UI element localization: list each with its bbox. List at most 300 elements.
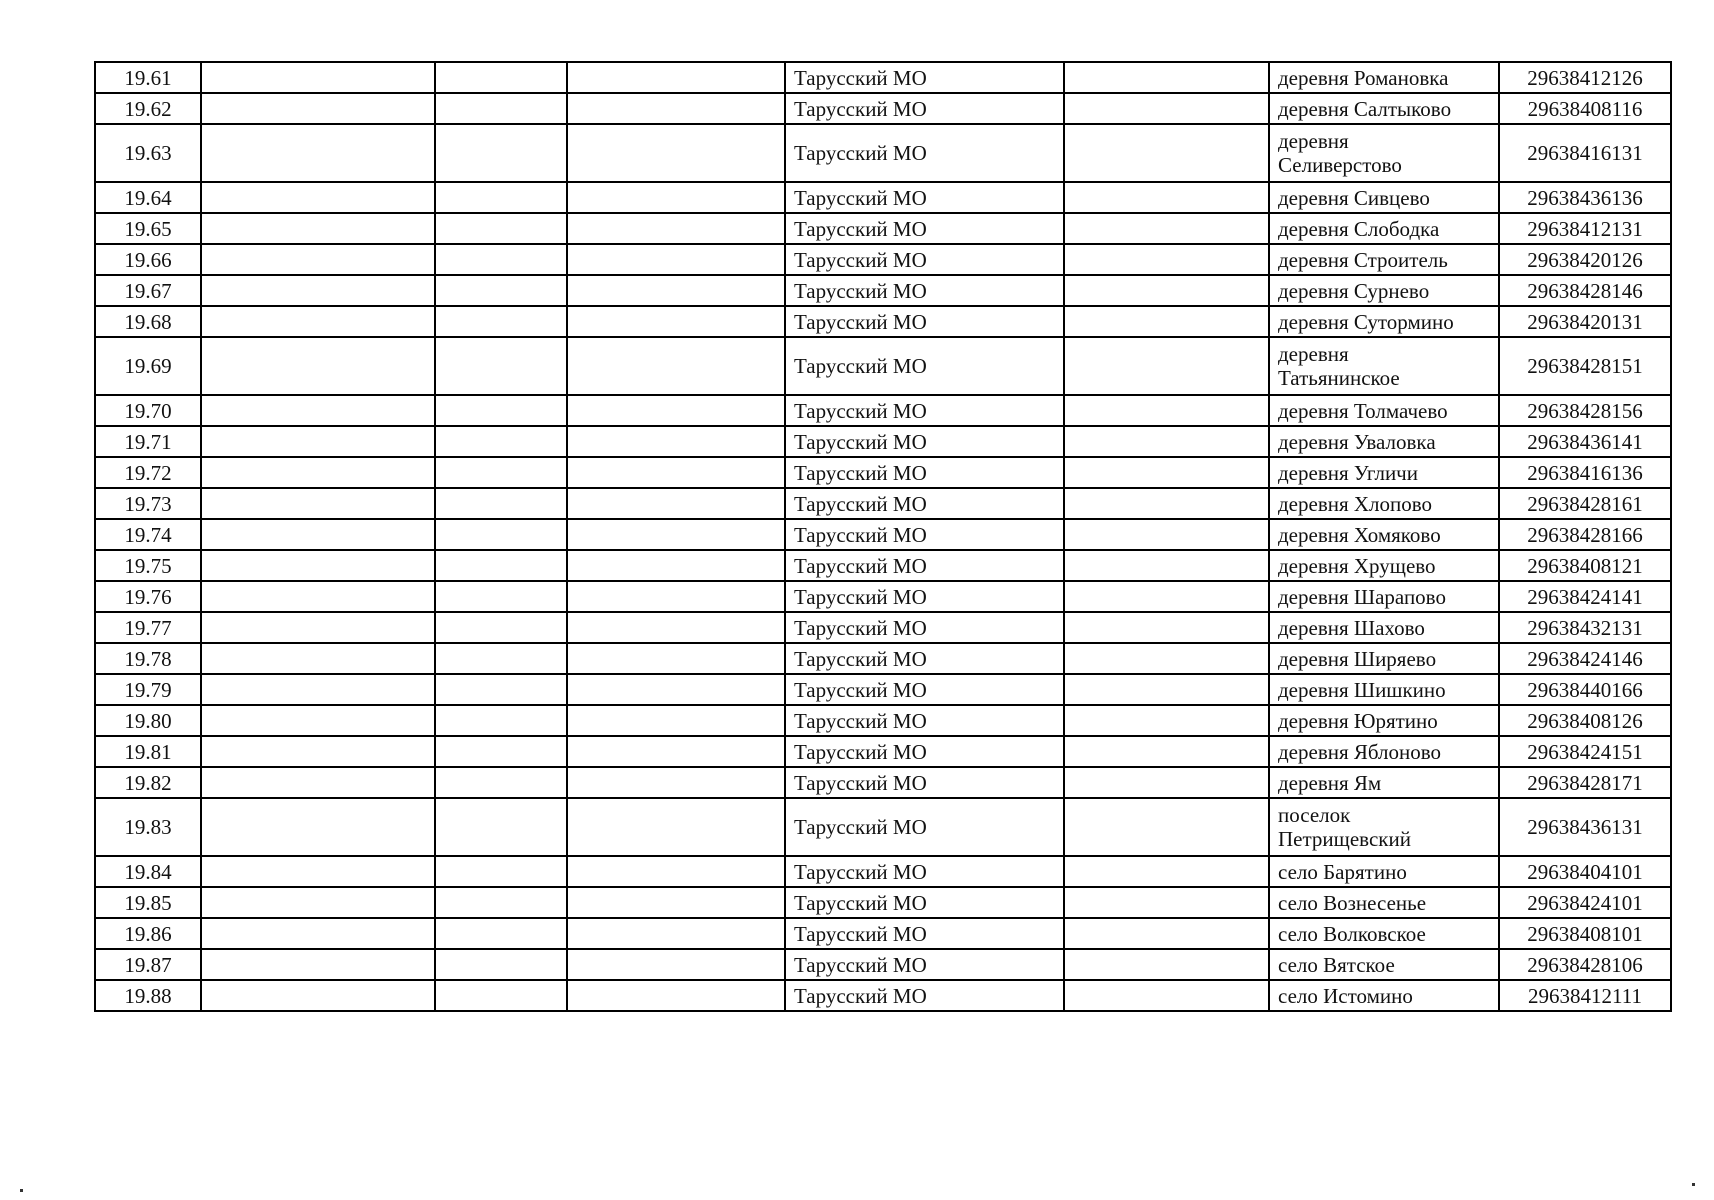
empty-cell [201,798,435,856]
oktmo-code-cell-text: 29638428106 [1527,952,1643,977]
empty-cell [567,612,785,643]
oktmo-code-cell-text: 29638428166 [1527,522,1643,547]
empty-cell [567,182,785,213]
oktmo-code-cell [1499,918,1671,949]
row-number-cell [95,395,201,426]
table-row [95,93,1671,124]
oktmo-code-cell-text: 29638412131 [1527,216,1643,241]
municipality-cell [785,980,1064,1011]
empty-cell [201,949,435,980]
row-number-cell [95,980,201,1011]
row-number-cell [95,93,201,124]
row-number-cell-text: 19.68 [124,309,172,334]
empty-cell [1064,767,1269,798]
empty-cell [1064,705,1269,736]
empty-cell [1064,306,1269,337]
empty-cell [435,519,567,550]
empty-cell [435,980,567,1011]
settlement-cell-text: село Вятское [1278,952,1395,977]
row-number-cell-text: 19.81 [124,739,172,764]
empty-cell [201,93,435,124]
empty-cell [435,457,567,488]
oktmo-code-cell [1499,182,1671,213]
row-number-cell-text: 19.73 [124,491,172,516]
empty-cell [435,887,567,918]
row-number-cell-text: 19.77 [124,615,172,640]
empty-cell [201,306,435,337]
settlement-cell [1269,856,1499,887]
municipality-cell [785,395,1064,426]
row-number-cell [95,767,201,798]
empty-cell [435,767,567,798]
empty-cell [567,767,785,798]
empty-cell [435,93,567,124]
scan-speck-left [20,1189,23,1192]
empty-cell [567,887,785,918]
table-row [95,488,1671,519]
settlement-cell-text: деревня Татьянинское [1278,342,1400,390]
empty-cell [201,918,435,949]
settlement-cell-text: деревня Яблоново [1278,739,1442,764]
empty-cell [1064,488,1269,519]
oktmo-code-cell [1499,705,1671,736]
oktmo-code-cell-text: 29638428171 [1527,770,1643,795]
empty-cell [435,213,567,244]
oktmo-code-cell-text: 29638428156 [1527,398,1643,423]
empty-cell [1064,426,1269,457]
empty-cell [567,275,785,306]
empty-cell [201,767,435,798]
municipality-cell-text: Тарусский МО [794,354,927,378]
table-row [95,612,1671,643]
oktmo-code-cell-text: 29638424151 [1527,739,1643,764]
empty-cell [1064,887,1269,918]
empty-cell [201,182,435,213]
oktmo-code-cell [1499,306,1671,337]
oktmo-code-cell-text: 29638424101 [1527,890,1643,915]
empty-cell [201,736,435,767]
municipality-cell [785,457,1064,488]
municipality-cell [785,306,1064,337]
oktmo-code-cell [1499,674,1671,705]
empty-cell [201,705,435,736]
empty-cell [201,337,435,395]
settlement-cell-text: деревня Строитель [1278,247,1448,272]
empty-cell [201,457,435,488]
row-number-cell [95,426,201,457]
settlement-cell [1269,182,1499,213]
row-number-cell-text: 19.87 [124,952,172,977]
oktmo-code-cell [1499,856,1671,887]
empty-cell [1064,643,1269,674]
municipality-cell [785,182,1064,213]
municipality-cell [785,856,1064,887]
table-row [95,949,1671,980]
municipality-cell [785,705,1064,736]
settlement-cell [1269,612,1499,643]
oktmo-code-cell-text: 29638416131 [1527,141,1643,165]
row-number-cell [95,124,201,182]
empty-cell [1064,457,1269,488]
municipality-cell [785,244,1064,275]
municipality-cell [785,519,1064,550]
oktmo-code-cell-text: 29638408126 [1527,708,1643,733]
empty-cell [1064,918,1269,949]
oktmo-code-cell [1499,519,1671,550]
municipality-cell-text: Тарусский МО [794,216,927,241]
municipality-cell-text: Тарусский МО [794,398,927,423]
settlement-cell [1269,674,1499,705]
empty-cell [201,426,435,457]
table-row [95,124,1671,182]
empty-cell [435,488,567,519]
oktmo-code-cell-text: 29638416136 [1527,460,1643,485]
settlement-cell [1269,93,1499,124]
empty-cell [567,705,785,736]
municipality-cell-text: Тарусский МО [794,429,927,454]
empty-cell [1064,612,1269,643]
settlement-cell [1269,581,1499,612]
settlement-cell [1269,457,1499,488]
row-number-cell [95,612,201,643]
municipality-cell [785,213,1064,244]
oktmo-code-cell [1499,612,1671,643]
oktmo-code-cell-text: 29638424141 [1527,584,1643,609]
oktmo-code-cell [1499,550,1671,581]
oktmo-code-cell-text: 29638428151 [1527,354,1643,378]
row-number-cell-text: 19.83 [124,815,172,839]
municipality-cell [785,736,1064,767]
empty-cell [435,918,567,949]
settlement-cell-text: село Вознесенье [1278,890,1427,915]
empty-cell [567,488,785,519]
oktmo-code-cell-text: 29638408116 [1527,96,1643,121]
settlement-cell [1269,337,1499,395]
oktmo-code-cell-text: 29638436136 [1527,185,1643,210]
row-number-cell-text: 19.64 [124,185,172,210]
settlement-cell-text: деревня Шахово [1278,615,1425,640]
settlement-cell-text: деревня Угличи [1278,460,1418,485]
empty-cell [567,949,785,980]
oktmo-code-cell-text: 29638408121 [1527,553,1643,578]
settlement-cell-text: деревня Шарапово [1278,584,1446,609]
oktmo-code-cell-text: 29638436131 [1527,815,1643,839]
empty-cell [567,674,785,705]
empty-cell [435,244,567,275]
oktmo-code-cell-text: 29638404101 [1527,859,1643,884]
row-number-cell-text: 19.78 [124,646,172,671]
table-row [95,736,1671,767]
municipality-cell-text: Тарусский МО [794,890,927,915]
empty-cell [435,643,567,674]
municipality-cell [785,275,1064,306]
municipality-cell-text: Тарусский МО [794,584,927,609]
row-number-cell [95,949,201,980]
row-number-cell-text: 19.79 [124,677,172,702]
municipality-cell [785,426,1064,457]
oktmo-code-cell [1499,93,1671,124]
municipality-cell-text: Тарусский МО [794,491,927,516]
empty-cell [435,306,567,337]
municipality-cell-text: Тарусский МО [794,983,927,1008]
row-number-cell [95,643,201,674]
empty-cell [567,337,785,395]
oktmo-code-cell [1499,124,1671,182]
table-row [95,674,1671,705]
settlement-cell [1269,62,1499,93]
row-number-cell-text: 19.67 [124,278,172,303]
table-row [95,918,1671,949]
settlement-cell [1269,798,1499,856]
table-row [95,519,1671,550]
row-number-cell [95,488,201,519]
row-number-cell [95,457,201,488]
settlement-cell-text: деревня Романовка [1278,65,1449,90]
empty-cell [201,395,435,426]
oktmo-code-cell-text: 29638420131 [1527,309,1643,334]
municipality-cell-text: Тарусский МО [794,309,927,334]
municipality-cell [785,674,1064,705]
settlement-cell [1269,488,1499,519]
row-number-cell [95,519,201,550]
table-row [95,550,1671,581]
empty-cell [435,275,567,306]
row-number-cell [95,213,201,244]
table-row [95,581,1671,612]
settlement-cell-text: деревня Селиверстово [1278,129,1402,177]
row-number-cell [95,736,201,767]
empty-cell [567,798,785,856]
table-row [95,244,1671,275]
settlement-cell-text: деревня Шишкино [1278,677,1446,702]
row-number-cell-text: 19.63 [124,141,172,165]
oktmo-code-cell-text: 29638428161 [1527,491,1643,516]
empty-cell [1064,182,1269,213]
empty-cell [201,213,435,244]
empty-cell [201,124,435,182]
table-row [95,705,1671,736]
empty-cell [435,705,567,736]
settlement-cell [1269,643,1499,674]
empty-cell [1064,736,1269,767]
settlement-cell-text: деревня Сурнево [1278,278,1430,303]
empty-cell [1064,275,1269,306]
oktmo-code-cell [1499,213,1671,244]
empty-cell [567,581,785,612]
empty-cell [1064,674,1269,705]
oktmo-code-cell-text: 29638420126 [1527,247,1643,272]
oktmo-code-cell-text: 29638432131 [1527,615,1643,640]
municipality-cell [785,550,1064,581]
row-number-cell-text: 19.65 [124,216,172,241]
empty-cell [201,674,435,705]
settlements-table [94,61,1672,1012]
oktmo-code-cell [1499,767,1671,798]
settlement-cell-text: деревня Юрятино [1278,708,1438,733]
empty-cell [1064,62,1269,93]
table-row [95,275,1671,306]
row-number-cell [95,337,201,395]
row-number-cell [95,182,201,213]
empty-cell [567,213,785,244]
empty-cell [1064,337,1269,395]
settlement-cell [1269,949,1499,980]
empty-cell [435,550,567,581]
empty-cell [1064,519,1269,550]
settlement-cell-text: деревня Уваловка [1278,429,1436,454]
empty-cell [1064,124,1269,182]
oktmo-code-cell [1499,949,1671,980]
empty-cell [1064,213,1269,244]
row-number-cell [95,275,201,306]
empty-cell [201,887,435,918]
municipality-cell-text: Тарусский МО [794,921,927,946]
settlement-cell-text: деревня Толмачево [1278,398,1448,423]
table-row [95,856,1671,887]
empty-cell [567,519,785,550]
row-number-cell [95,887,201,918]
empty-cell [435,124,567,182]
empty-cell [1064,798,1269,856]
row-number-cell [95,550,201,581]
settlement-cell-text: село Барятино [1278,859,1407,884]
row-number-cell [95,62,201,93]
settlement-cell [1269,767,1499,798]
row-number-cell-text: 19.62 [124,96,172,121]
empty-cell [567,426,785,457]
table-row [95,395,1671,426]
empty-cell [435,612,567,643]
municipality-cell-text: Тарусский МО [794,96,927,121]
empty-cell [567,124,785,182]
table-row [95,798,1671,856]
row-number-cell [95,674,201,705]
settlement-cell-text: деревня Ширяево [1278,646,1437,671]
oktmo-code-cell-text: 29638412111 [1528,983,1642,1008]
empty-cell [567,643,785,674]
empty-cell [201,519,435,550]
municipality-cell-text: Тарусский МО [794,185,927,210]
table-row [95,643,1671,674]
empty-cell [1064,980,1269,1011]
oktmo-code-cell [1499,736,1671,767]
settlement-cell [1269,395,1499,426]
empty-cell [1064,856,1269,887]
oktmo-code-cell-text: 29638412126 [1527,65,1643,90]
empty-cell [201,62,435,93]
row-number-cell-text: 19.76 [124,584,172,609]
empty-cell [201,275,435,306]
municipality-cell-text: Тарусский МО [794,952,927,977]
municipality-cell [785,918,1064,949]
row-number-cell-text: 19.82 [124,770,172,795]
empty-cell [435,182,567,213]
empty-cell [1064,550,1269,581]
row-number-cell-text: 19.88 [124,983,172,1008]
row-number-cell [95,798,201,856]
empty-cell [435,426,567,457]
table-row [95,887,1671,918]
oktmo-code-cell [1499,980,1671,1011]
settlement-cell [1269,705,1499,736]
row-number-cell [95,856,201,887]
row-number-cell-text: 19.69 [124,354,172,378]
row-number-cell-text: 19.71 [124,429,172,454]
oktmo-code-cell-text: 29638436141 [1527,429,1643,454]
settlement-cell [1269,124,1499,182]
empty-cell [435,62,567,93]
oktmo-code-cell [1499,581,1671,612]
table-row [95,306,1671,337]
row-number-cell-text: 19.86 [124,921,172,946]
municipality-cell-text: Тарусский МО [794,141,927,165]
oktmo-code-cell [1499,426,1671,457]
empty-cell [567,62,785,93]
row-number-cell-text: 19.80 [124,708,172,733]
empty-cell [567,856,785,887]
row-number-cell [95,918,201,949]
row-number-cell [95,244,201,275]
row-number-cell-text: 19.66 [124,247,172,272]
empty-cell [1064,949,1269,980]
municipality-cell [785,767,1064,798]
empty-cell [201,980,435,1011]
empty-cell [1064,244,1269,275]
settlement-cell [1269,519,1499,550]
oktmo-code-cell-text: 29638440166 [1527,677,1643,702]
settlement-cell [1269,980,1499,1011]
settlement-cell [1269,213,1499,244]
municipality-cell [785,62,1064,93]
empty-cell [567,93,785,124]
municipality-cell [785,949,1064,980]
municipality-cell-text: Тарусский МО [794,815,927,839]
municipality-cell [785,337,1064,395]
municipality-cell-text: Тарусский МО [794,708,927,733]
empty-cell [201,488,435,519]
municipality-cell [785,488,1064,519]
table-row [95,767,1671,798]
empty-cell [435,395,567,426]
municipality-cell [785,124,1064,182]
municipality-cell-text: Тарусский МО [794,553,927,578]
empty-cell [435,736,567,767]
municipality-cell-text: Тарусский МО [794,247,927,272]
table-row [95,426,1671,457]
empty-cell [567,918,785,949]
row-number-cell-text: 19.61 [124,65,172,90]
table-row [95,182,1671,213]
settlement-cell [1269,306,1499,337]
empty-cell [435,856,567,887]
oktmo-code-cell-text: 29638408101 [1527,921,1643,946]
oktmo-code-cell [1499,457,1671,488]
municipality-cell [785,581,1064,612]
municipality-cell-text: Тарусский МО [794,522,927,547]
settlement-cell [1269,736,1499,767]
settlement-cell [1269,550,1499,581]
empty-cell [567,395,785,426]
settlement-cell-text: деревня Хомяково [1278,522,1441,547]
settlement-cell-text: деревня Ям [1278,770,1382,795]
municipality-cell-text: Тарусский МО [794,615,927,640]
settlement-cell [1269,244,1499,275]
oktmo-code-cell [1499,488,1671,519]
table-body [95,62,1671,1011]
settlement-cell-text: село Волковское [1278,921,1426,946]
empty-cell [1064,581,1269,612]
row-number-cell-text: 19.84 [124,859,172,884]
